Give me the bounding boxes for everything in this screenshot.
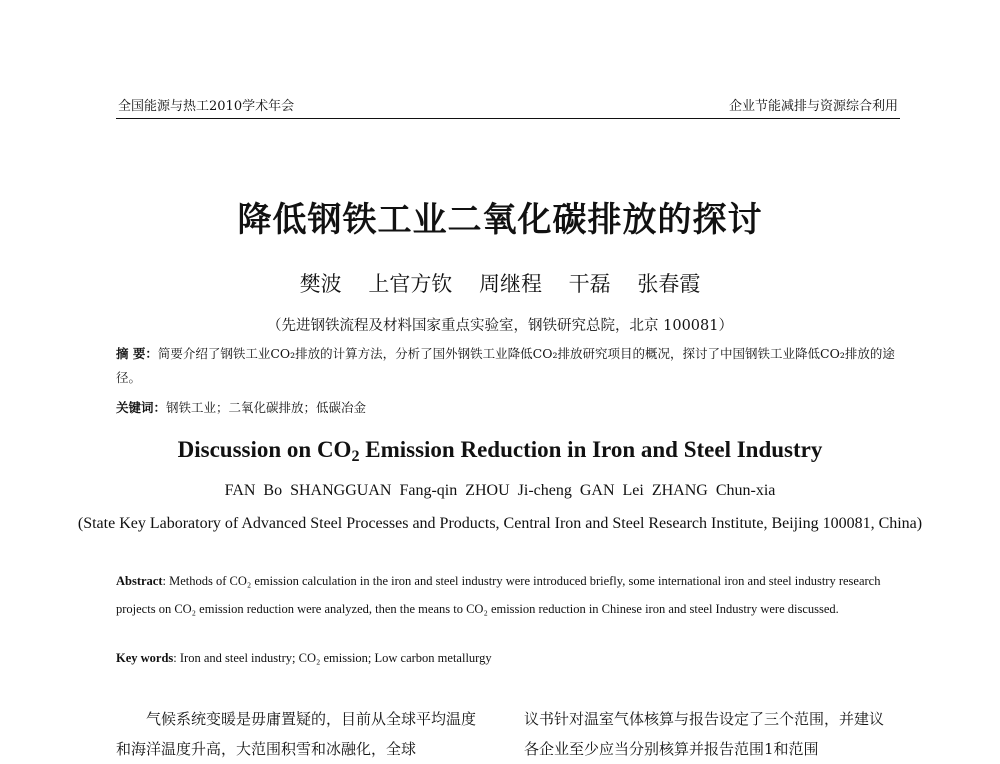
title-en-part1: Discussion on CO [177,437,352,462]
title-en-subscript: 2 [351,448,360,466]
keywords-cn [116,398,902,416]
abstract-cn-label: 摘 要： [116,346,158,361]
keywords-en [116,651,902,666]
abstract-cn [116,342,902,390]
title-en-part2: Emission Reduction in Iron and Steel Industry [359,437,823,462]
body-column-left: 气候系统变暖是毋庸置疑的，目前从全球平均温度和海洋温度升高，大范围积雪和冰融化，全球 [116,710,477,758]
paper-title-en [0,437,1000,466]
keywords-en-label: Key words [116,651,174,665]
abstract-en-label: Abstract [116,574,163,588]
authors-en: FAN Bo SHANGGUAN Fang-qin ZHOU Ji-cheng GAN Lei ZHANG Chun-xia [224,482,776,499]
paper-title-cn: 降低钢铁工业二氧化碳排放的探讨 [237,200,763,240]
header-conference: 全国能源与热工2010学术年会 [118,99,295,114]
keywords-en-text: : Iron and steel industry; CO₂ emission; Low carbon metallurgy [173,651,492,665]
header-section: 企业节能减排与资源综合利用 [728,99,898,114]
body-column-right: 议书针对温室气体核算与报告设定了三个范围，并建议各企业至少应当分别核算并报告范围1和范围 [524,710,885,758]
keywords-cn-text: 钢铁工业；二氧化碳排放；低碳冶金 [166,400,367,415]
keywords-cn-label: 关键词： [116,400,167,415]
abstract-en [116,567,902,623]
affiliation-en: (State Key Laboratory of Advanced Steel Processes and Products, Central Iron and Steel Research Institute, Beijing 100081, China) [77,515,923,532]
affiliation-cn: （先进钢铁流程及材料国家重点实验室，钢铁研究总院，北京 100081） [267,318,733,334]
abstract-en-text: : Methods of CO₂ emission calculation in the iron and steel industry were introduced briefly, some international iron and steel industry research projects on CO₂ emission reduction were analyzed, then the means to CO₂ emission reduction in Chinese iron and steel Industry were discussed. [116,574,881,616]
running-header [116,94,900,119]
abstract-cn-text: 简要介绍了钢铁工业CO₂排放的计算方法，分析了国外钢铁工业降低CO₂排放研究项目的概况，探讨了中国钢铁工业降低CO₂排放的途径。 [116,346,895,385]
authors-cn: 樊波 上官方钦 周继程 干磊 张春霞 [299,272,701,296]
